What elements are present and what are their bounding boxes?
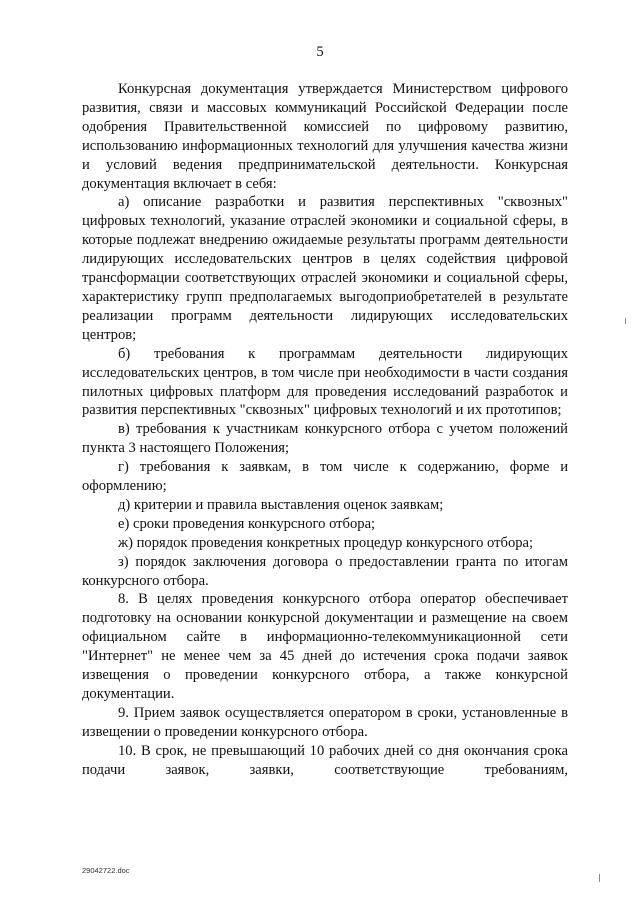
- page-number: 5: [316, 44, 324, 60]
- paragraph-8: 8. В целях проведения конкурсного отбора оператор обеспечивает подготовку на основании конкурсной документации и размещение на своем официальном сайте в информационно-телекоммуникационной сети "Интернет" не менее чем за 45 дней до истечения срока подачи заявок извещения о проведении конкурсного отбора, а также конкурсной документации.: [82, 591, 568, 702]
- list-item-zh: ж) порядок проведения конкретных процедур конкурсного отбора;: [118, 534, 534, 551]
- paragraph-intro: Конкурсная документация утверждается Министерством цифрового развития, связи и массовых коммуникаций Российской Федерации после одобрения Правительственной комиссией по цифровому развитию, использованию информационных технологий для улучшения качества жизни и условий ведения предпринимательской деятельности. Конкурсная документация включает в себя:: [82, 81, 568, 192]
- list-item-d: д) критерии и правила выставления оценок заявкам;: [118, 496, 444, 513]
- paragraph-10: 10. В срок, не превышающий 10 рабочих дней со дня окончания срока подачи заявок, заявки, соответствующие требованиям,: [82, 742, 568, 778]
- document-body: [82, 80, 568, 780]
- list-item-g: г) требования к заявкам, в том числе к содержанию, форме и оформлению;: [82, 459, 568, 495]
- list-item-z: з) порядок заключения договора о предоставлении гранта по итогам конкурсного отбора.: [82, 553, 568, 589]
- list-item-v: в) требования к участникам конкурсного отбора с учетом положений пункта 3 настоящего Положения;: [82, 421, 568, 457]
- scan-mark: [625, 318, 626, 324]
- list-item-e: е) сроки проведения конкурсного отбора;: [118, 515, 376, 532]
- list-item-a: а) описание разработки и развития перспективных "сквозных" цифровых технологий, указание отраслей экономики и социальной сферы, в которые подлежат внедрению ожидаемые результаты программ деятельности лидирующих исследовательских центров в целях содействия цифровой трансформации соответствующих отраслей экономики и социальной сферы, характеристику групп предполагаемых выгодоприобретателей в результате реализации программ деятельности лидирующих исследовательских центров;: [82, 194, 568, 343]
- footer-file-code: 29042722.doc: [82, 866, 130, 875]
- paragraph-9: 9. Прием заявок осуществляется оператором в сроки, установленные в извещении о проведении конкурсного отбора.: [82, 704, 568, 740]
- list-item-b: б) требования к программам деятельности лидирующих исследовательских центров, в том числе при необходимости в части создания пилотных цифровых платформ для проведения исследований разработок и развития перспективных "сквозных" цифровых технологий и их прототипов;: [82, 345, 568, 419]
- scan-mark: [599, 874, 600, 882]
